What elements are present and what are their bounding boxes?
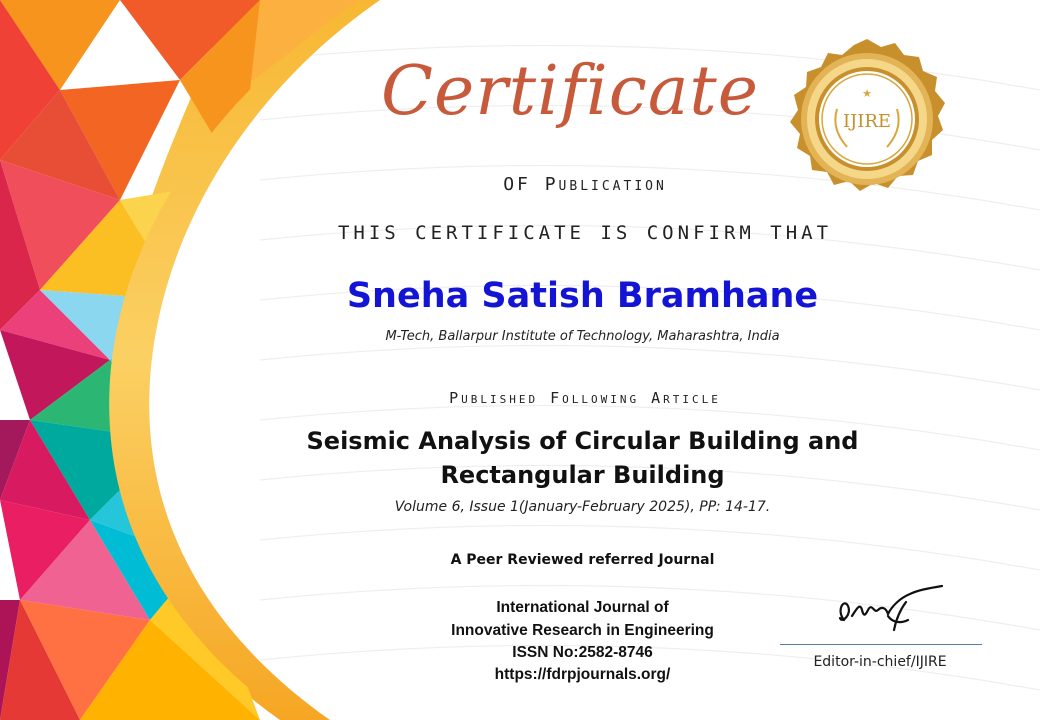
journal-name-line-1: International Journal of: [496, 599, 669, 616]
svg-text:★: ★: [862, 87, 872, 100]
peer-review-note: A Peer Reviewed referred Journal: [450, 552, 715, 568]
signature-caption: Editor-in-chief/IJIRE: [813, 654, 947, 670]
recipient-affiliation: M-Tech, Ballarpur Institute of Technology, Maharashtra, India: [385, 329, 780, 344]
certificate-subtitle: OF Publication: [503, 174, 667, 195]
recipient-name: Sneha Satish Bramhane: [346, 276, 819, 316]
seal-text: IJIRE: [842, 111, 892, 132]
article-title: Seismic Analysis of Circular Building and Rectangular Building: [306, 427, 859, 489]
certificate-title: Certificate: [381, 52, 759, 131]
ijire-seal-badge: [784, 36, 950, 202]
journal-url: https://fdrpjournals.org/: [494, 666, 671, 683]
journal-name-line-2: Innovative Research in Engineering: [451, 622, 714, 639]
published-label: Published Following Article: [449, 389, 721, 407]
editor-signature: [830, 580, 950, 640]
journal-issn: ISSN No:2582-8746: [512, 644, 653, 661]
signature-line: [780, 644, 982, 645]
volume-info: Volume 6, Issue 1(January-February 2025), PP: 14-17.: [394, 499, 771, 515]
confirm-statement: THIS CERTIFICATE IS CONFIRM THAT: [337, 222, 833, 244]
